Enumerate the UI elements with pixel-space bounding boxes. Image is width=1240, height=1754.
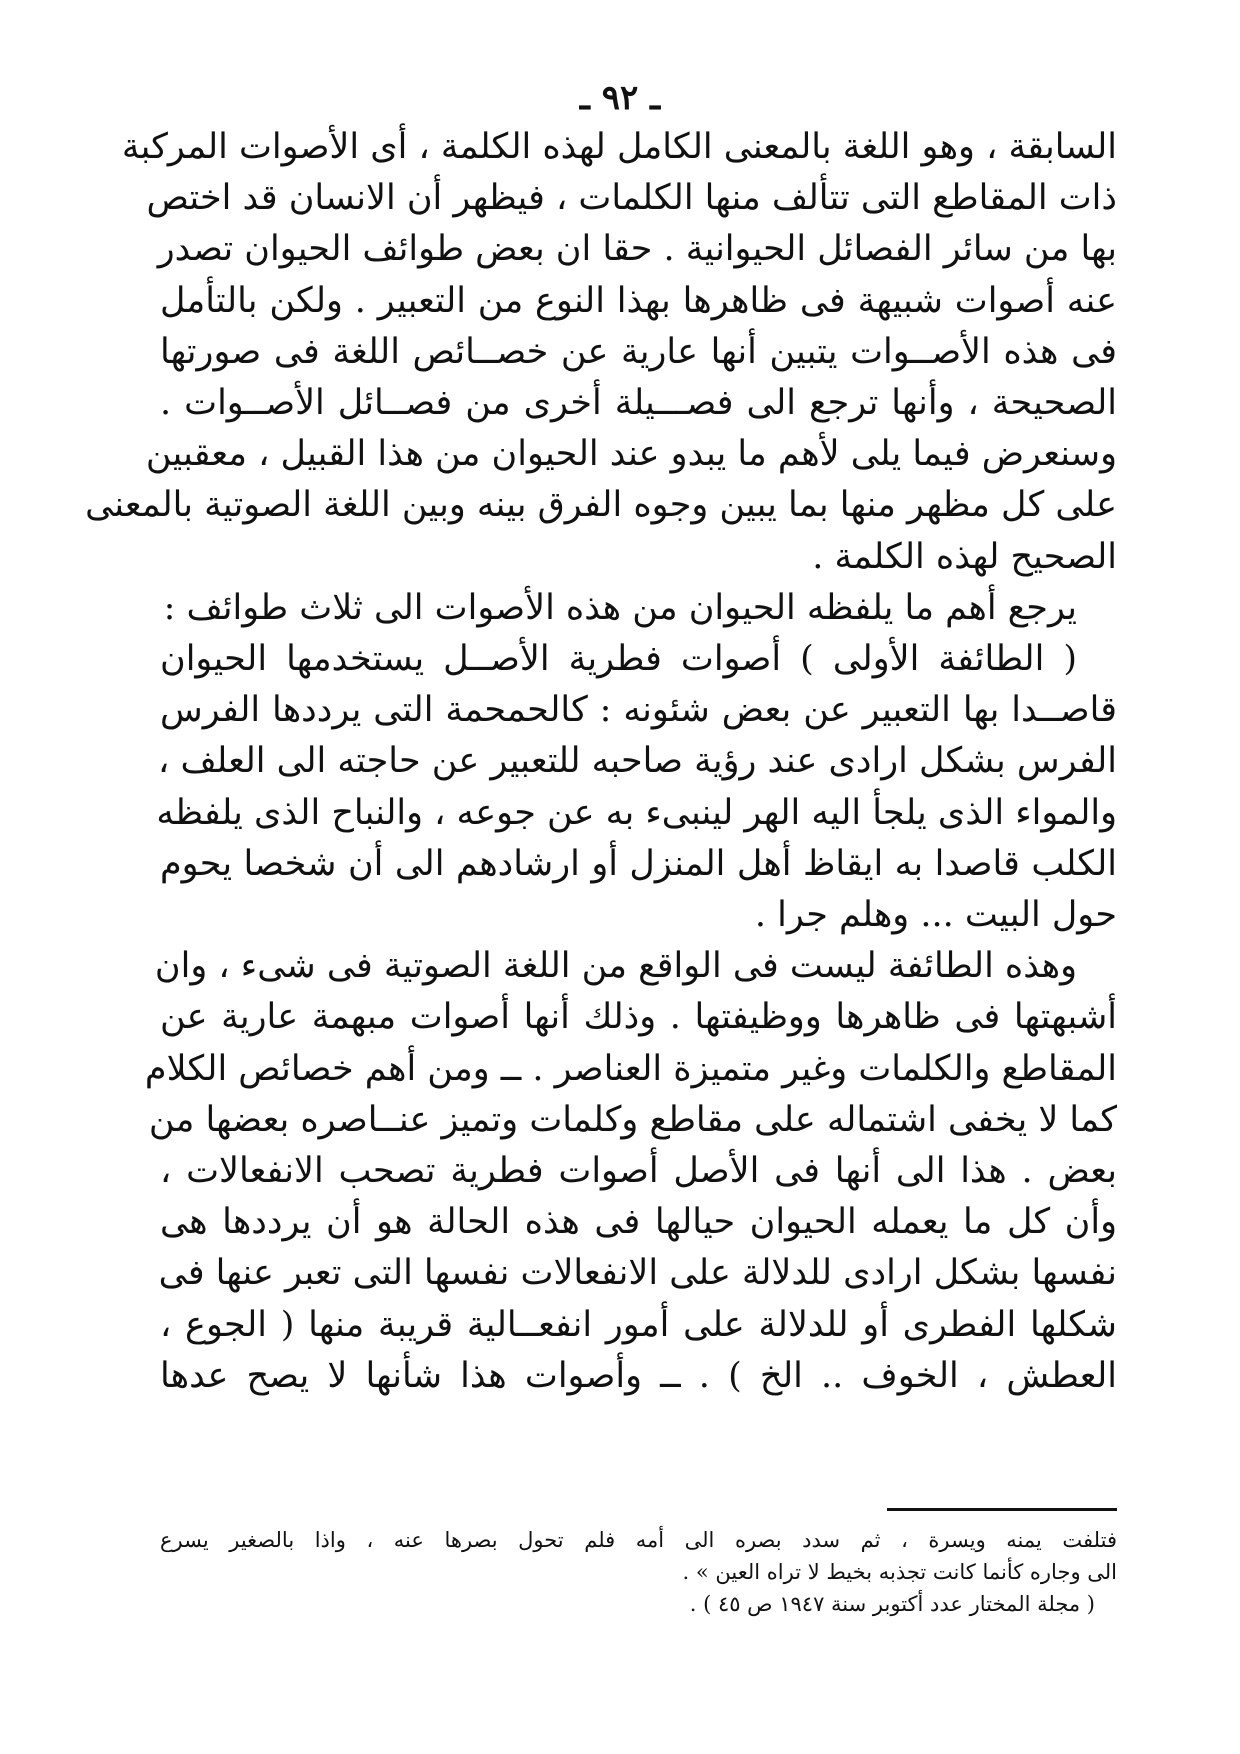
text-line: الكلب قاصدا به ايقاظ أهل المنزل أو ارشادهم الى أن شخصا يحوم xyxy=(160,843,1117,884)
footnote-line: الى وجاره كأنما كانت تجذبه بخيط لا تراه العين » . xyxy=(682,1560,1117,1584)
text-line: يرجع أهم ما يلفظه الحيوان من هذه الأصوات الى ثلاث طوائف : xyxy=(163,587,1077,628)
page-number: ـ ۹۲ ـ xyxy=(579,78,661,118)
text-line: أشبهتها فى ظاهرها ووظيفتها . وذلك أنها أصوات مبهمة عارية عن xyxy=(160,997,1117,1038)
text-line: على كل مظهر منها بما يبين وجوه الفرق بينه وبين اللغة الصوتية بالمعنى xyxy=(85,485,1117,526)
text-line: المقاطع والكلمات وغير متميزة العناصر . ــ ومن أهم خصائص الكلام xyxy=(144,1048,1117,1089)
text-line: وأن كل ما يعمله الحيوان حيالها فى هذه الحالة هو أن يرددها هى xyxy=(160,1202,1117,1243)
footnote-line: ( مجلة المختار عدد أكتوبر سنة ۱۹٤۷ ص ٤٥ ) . xyxy=(689,1592,1095,1616)
text-line: بها من سائر الفصائل الحيوانية . حقا ان بعض طوائف الحيوان تصدر xyxy=(157,229,1117,270)
text-line: العطش ، الخوف .. الخ ) . ــ وأصوات هذا شأنها لا يصح عدها xyxy=(160,1355,1117,1396)
text-line: ذات المقاطع التى تتألف منها الكلمات ، فيظهر أن الانسان قد اختص xyxy=(146,178,1117,219)
paragraph-3 xyxy=(156,634,1117,941)
footnote-divider xyxy=(887,1508,1117,1511)
text-line: ( الطائفة الأولى ) أصوات فطرية الأصــل يستخدمها الحيوان xyxy=(160,639,1077,680)
text-line: وهذه الطائفة ليست فى الواقع من اللغة الصوتية فى شىء ، وان xyxy=(154,946,1077,987)
paragraph-1 xyxy=(85,122,1117,583)
body-text xyxy=(85,122,1117,1402)
text-line: نفسها بشكل ارادى للدلالة على الانفعالات نفسها التى تعبر عنها فى xyxy=(158,1253,1117,1294)
text-line: قاصــدا بها التعبير عن بعض شئونه : كالحمحمة التى يرددها الفرس xyxy=(160,690,1117,731)
text-line: كما لا يخفى اشتماله على مقاطع وكلمات وتميز عنــاصره بعضها من xyxy=(148,1099,1117,1140)
paragraph-4 xyxy=(144,941,1117,1402)
text-line: فى هذه الأصــوات يتبين أنها عارية عن خصــائص اللغة فى صورتها xyxy=(160,331,1117,372)
footnote-line: فتلفت يمنه ويسرة ، ثم سدد بصره الى أمه فلم تحول بصرها عنه ، واذا بالصغير يسرع xyxy=(160,1528,1117,1552)
text-line: الصحيح لهذه الكلمة . xyxy=(812,536,1117,577)
text-line: الفرس بشكل ارادى عند رؤية صاحبه للتعبير عن حاجته الى العلف ، xyxy=(158,741,1117,782)
text-line: الصحيحة ، وأنها ترجع الى فصـــيلة أخرى من فصــائل الأصــوات . xyxy=(160,383,1117,424)
paragraph-2 xyxy=(160,583,1117,634)
text-line: والمواء الذى يلجأ اليه الهر لينبىء به عن جوعه ، والنباح الذى يلفظه xyxy=(156,792,1117,833)
text-line: السابقة ، وهو اللغة بالمعنى الكامل لهذه الكلمة ، أى الأصوات المركبة xyxy=(121,127,1117,167)
text-line: حول البيت ... وهلم جرا . xyxy=(754,895,1117,936)
text-line: وسنعرض فيما يلى لأهم ما يبدو عند الحيوان من هذا القبيل ، معقبين xyxy=(145,434,1117,475)
footnotes xyxy=(160,1524,1117,1620)
text-line: عنه أصوات شبيهة فى ظاهرها بهذا النوع من التعبير . ولكن بالتأمل xyxy=(160,280,1117,321)
text-line: شكلها الفطرى أو للدلالة على أمور انفعــالية قريبة منها ( الجوع ، xyxy=(160,1304,1117,1345)
text-line: بعض . هذا الى أنها فى الأصل أصوات فطرية تصحب الانفعالات ، xyxy=(160,1151,1117,1192)
